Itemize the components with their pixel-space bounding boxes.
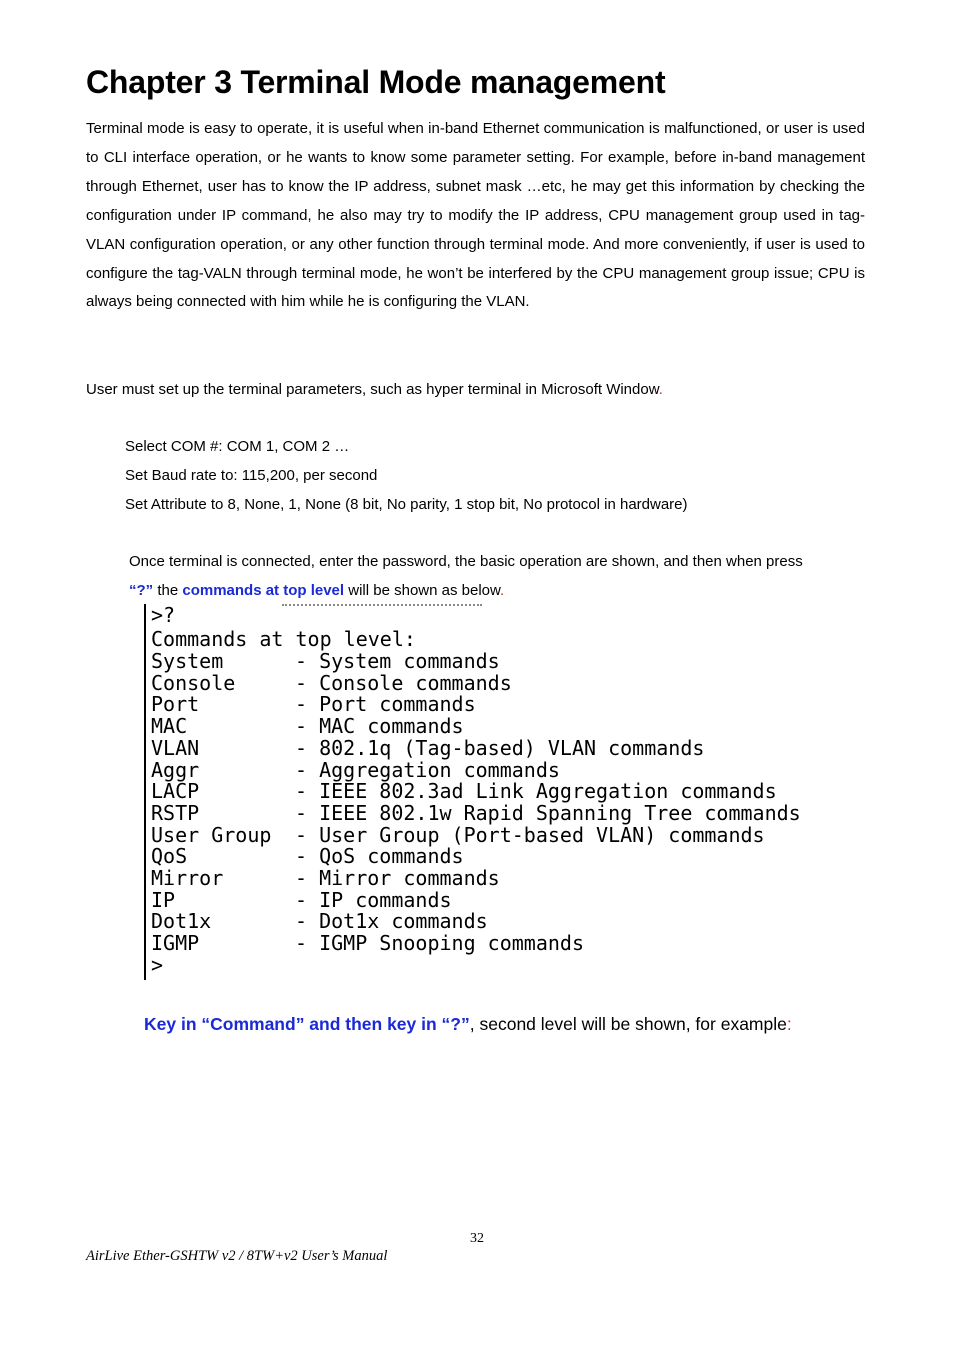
terminal-command-row <box>151 867 500 889</box>
once-period: . <box>500 582 505 599</box>
intro-paragraph: Terminal mode is easy to operate, it is useful when in-band Ethernet communication is malfunctioned, or user is used to CLI interface operation, or he wants to know some parameter setting. For example, before in-band management through Ethernet, user has to know the IP address, subnet mask …etc, he may get this information by checking the configuration under IP command, he also may try to modify the IP address, CPU management group used in tag-VLAN configuration operation, or any other function through terminal mode. And more conveniently, if user is used to configure the tag-VALN through terminal mode, he won’t be interfered by the CPU management group issue; CPU is always being connected with him while he is configuring the VLAN. <box>86 120 865 311</box>
command-name: Port <box>151 692 200 717</box>
terminal-command-row <box>151 715 464 737</box>
key-in-bold: Key in “Command” and then key in “?” <box>144 1014 470 1034</box>
command-name: Console <box>151 670 236 695</box>
terminal-command-row <box>151 932 584 954</box>
key-in-instruction <box>144 1011 792 1037</box>
terminal-prompt-end: > <box>151 953 164 977</box>
question-mark-key: “?” <box>129 582 154 599</box>
terminal-command-row <box>151 780 777 802</box>
command-description: - Port commands <box>295 692 476 717</box>
command-description: - System commands <box>295 649 500 673</box>
once-connected-line1: Once terminal is connected, enter the password, the basic operation are shown, and then when press <box>129 553 803 570</box>
command-name: MAC <box>151 714 188 739</box>
terminal-command-row <box>151 759 560 781</box>
setup-period: . <box>658 381 663 398</box>
command-description: - IP commands <box>295 887 452 912</box>
command-name: IGMP <box>151 931 200 956</box>
command-description: - User Group (Port-based VLAN) commands <box>295 822 765 847</box>
terminal-command-row <box>151 802 801 824</box>
setting-baud: Set Baud rate to: 115,200, per second <box>125 466 378 484</box>
command-name: Aggr <box>151 757 200 782</box>
command-description: - MAC commands <box>295 714 464 739</box>
setting-attribute: Set Attribute to 8, None, 1, None (8 bit, No parity, 1 stop bit, No protocol in hardware) <box>125 495 688 513</box>
terminal-command-row <box>151 672 512 694</box>
key-in-colon: : <box>786 1014 792 1034</box>
command-description: - IEEE 802.1w Rapid Spanning Tree commands <box>295 800 801 825</box>
setup-paragraph <box>86 376 663 404</box>
terminal-command-row <box>151 910 488 932</box>
command-name: LACP <box>151 779 200 804</box>
chapter-title: Chapter 3 Terminal Mode management <box>86 64 666 100</box>
terminal-command-row <box>151 845 464 867</box>
once-connected-line2 <box>129 577 504 606</box>
command-description: - Aggregation commands <box>295 757 560 782</box>
terminal-screenshot <box>144 604 816 980</box>
setup-text: User must set up the terminal parameters, such as hyper terminal in Microsoft Window <box>86 381 659 398</box>
command-name: Dot1x <box>151 909 212 934</box>
command-description: - 802.1q (Tag-based) VLAN commands <box>295 735 705 760</box>
terminal-command-row <box>151 889 452 911</box>
terminal-header: Commands at top level: <box>151 627 416 651</box>
terminal-command-row <box>151 693 476 715</box>
command-name: User Group <box>151 822 272 847</box>
command-description: - IEEE 802.3ad Link Aggregation commands <box>295 779 777 804</box>
command-description: - IGMP Snooping commands <box>295 931 584 956</box>
page-number: 32 <box>470 1231 484 1246</box>
command-name: RSTP <box>151 800 200 825</box>
command-name: QoS <box>151 844 188 869</box>
terminal-command-row <box>151 650 500 672</box>
command-name: VLAN <box>151 735 200 760</box>
terminal-prompt-question: >? <box>151 603 176 627</box>
terminal-command-row <box>151 737 704 759</box>
terminal-command-row <box>151 824 765 846</box>
shown-below-text: will be shown as below <box>344 582 500 599</box>
command-description: - QoS commands <box>295 844 464 869</box>
the-text: the <box>153 582 183 599</box>
command-name: Mirror <box>151 866 224 890</box>
setting-com: Select COM #: COM 1, COM 2 … <box>125 438 350 455</box>
manual-footer: AirLive Ether-GSHTW v2 / 8TW+v2 User’s Manual <box>86 1248 388 1264</box>
command-description: - Console commands <box>295 670 512 695</box>
key-in-rest: , second level will be shown, for example <box>469 1014 787 1034</box>
terminal-settings-list <box>125 433 688 520</box>
command-name: System <box>151 649 224 673</box>
command-name: IP <box>151 887 176 912</box>
commands-top-level-link: commands at top level <box>182 582 345 599</box>
command-description: - Mirror commands <box>295 866 500 890</box>
command-description: - Dot1x commands <box>295 909 488 934</box>
